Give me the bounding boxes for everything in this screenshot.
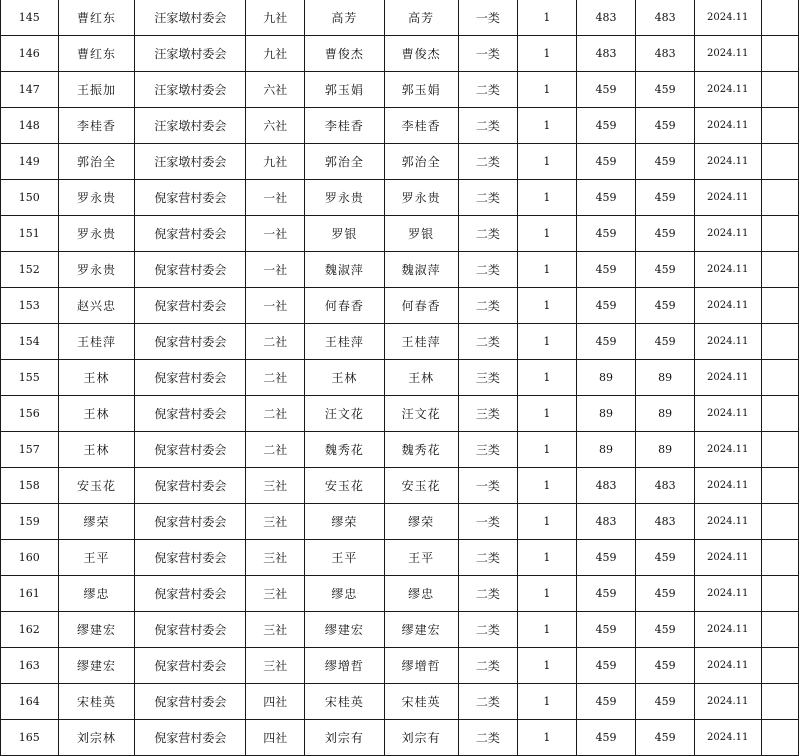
period-cell: 2024.11	[694, 72, 761, 108]
group-cell: 四社	[246, 684, 305, 720]
category-cell: 二类	[458, 252, 518, 288]
period-cell: 2024.11	[694, 144, 761, 180]
count-cell: 1	[518, 540, 577, 576]
period-cell: 2024.11	[694, 180, 761, 216]
payment-amount-cell: 459	[636, 288, 695, 324]
category-cell: 一类	[458, 468, 518, 504]
payment-amount-cell: 459	[636, 684, 695, 720]
payment-amount-cell: 459	[636, 540, 695, 576]
group-cell: 一社	[246, 288, 305, 324]
standard-amount-cell: 89	[576, 432, 636, 468]
village-committee-cell: 倪家营村委会	[135, 468, 246, 504]
applicant-cell: 郭治全	[58, 144, 135, 180]
remark-cell	[761, 432, 798, 468]
serial-number-cell: 161	[1, 576, 59, 612]
table-body	[1, 0, 799, 756]
serial-number-cell: 155	[1, 360, 59, 396]
village-committee-cell: 倪家营村委会	[135, 216, 246, 252]
payment-amount-cell: 459	[636, 648, 695, 684]
table-row	[1, 468, 799, 504]
category-cell: 二类	[458, 324, 518, 360]
applicant-cell: 宋桂英	[58, 684, 135, 720]
category-cell: 二类	[458, 216, 518, 252]
recipient-cell: 高芳	[384, 0, 458, 36]
serial-number-cell: 160	[1, 540, 59, 576]
remark-cell	[761, 0, 798, 36]
group-cell: 三社	[246, 576, 305, 612]
serial-number-cell: 157	[1, 432, 59, 468]
village-committee-cell: 倪家营村委会	[135, 612, 246, 648]
payment-amount-cell: 459	[636, 180, 695, 216]
serial-number-cell: 148	[1, 108, 59, 144]
recipient-cell: 郭玉娟	[384, 72, 458, 108]
group-cell: 四社	[246, 720, 305, 756]
category-cell: 二类	[458, 612, 518, 648]
count-cell: 1	[518, 144, 577, 180]
standard-amount-cell: 483	[576, 468, 636, 504]
count-cell: 1	[518, 0, 577, 36]
period-cell: 2024.11	[694, 504, 761, 540]
recipient-cell: 安玉花	[384, 468, 458, 504]
standard-amount-cell: 459	[576, 540, 636, 576]
period-cell: 2024.11	[694, 720, 761, 756]
period-cell: 2024.11	[694, 576, 761, 612]
payment-amount-cell: 459	[636, 720, 695, 756]
beneficiary-cell: 汪文花	[305, 396, 385, 432]
standard-amount-cell: 459	[576, 144, 636, 180]
beneficiary-cell: 王桂萍	[305, 324, 385, 360]
remark-cell	[761, 612, 798, 648]
category-cell: 二类	[458, 720, 518, 756]
payment-amount-cell: 89	[636, 432, 695, 468]
village-committee-cell: 倪家营村委会	[135, 324, 246, 360]
table-row	[1, 396, 799, 432]
serial-number-cell: 151	[1, 216, 59, 252]
remark-cell	[761, 252, 798, 288]
category-cell: 三类	[458, 432, 518, 468]
applicant-cell: 罗永贵	[58, 180, 135, 216]
beneficiary-cell: 缪增哲	[305, 648, 385, 684]
beneficiary-cell: 安玉花	[305, 468, 385, 504]
applicant-cell: 赵兴忠	[58, 288, 135, 324]
period-cell: 2024.11	[694, 360, 761, 396]
village-committee-cell: 倪家营村委会	[135, 684, 246, 720]
beneficiary-cell: 罗永贵	[305, 180, 385, 216]
standard-amount-cell: 459	[576, 108, 636, 144]
beneficiary-cell: 罗银	[305, 216, 385, 252]
serial-number-cell: 159	[1, 504, 59, 540]
remark-cell	[761, 108, 798, 144]
beneficiary-cell: 郭玉娟	[305, 72, 385, 108]
payment-amount-cell: 89	[636, 396, 695, 432]
group-cell: 九社	[246, 0, 305, 36]
serial-number-cell: 145	[1, 0, 59, 36]
remark-cell	[761, 504, 798, 540]
period-cell: 2024.11	[694, 252, 761, 288]
recipient-cell: 罗永贵	[384, 180, 458, 216]
category-cell: 三类	[458, 360, 518, 396]
group-cell: 六社	[246, 72, 305, 108]
period-cell: 2024.11	[694, 36, 761, 72]
standard-amount-cell: 459	[576, 612, 636, 648]
village-committee-cell: 倪家营村委会	[135, 576, 246, 612]
payment-amount-cell: 459	[636, 108, 695, 144]
beneficiary-cell: 王林	[305, 360, 385, 396]
category-cell: 二类	[458, 180, 518, 216]
recipient-cell: 缪建宏	[384, 612, 458, 648]
period-cell: 2024.11	[694, 396, 761, 432]
payment-amount-cell: 459	[636, 216, 695, 252]
recipient-cell: 王桂萍	[384, 324, 458, 360]
standard-amount-cell: 459	[576, 72, 636, 108]
table-row	[1, 504, 799, 540]
group-cell: 三社	[246, 612, 305, 648]
payment-amount-cell: 483	[636, 36, 695, 72]
village-committee-cell: 倪家营村委会	[135, 360, 246, 396]
count-cell: 1	[518, 468, 577, 504]
standard-amount-cell: 459	[576, 216, 636, 252]
applicant-cell: 罗永贵	[58, 216, 135, 252]
beneficiary-cell: 魏秀花	[305, 432, 385, 468]
table-row	[1, 180, 799, 216]
table-row	[1, 36, 799, 72]
count-cell: 1	[518, 72, 577, 108]
applicant-cell: 王振加	[58, 72, 135, 108]
payment-amount-cell: 459	[636, 612, 695, 648]
group-cell: 一社	[246, 252, 305, 288]
remark-cell	[761, 72, 798, 108]
standard-amount-cell: 459	[576, 648, 636, 684]
beneficiary-cell: 魏淑萍	[305, 252, 385, 288]
applicant-cell: 王林	[58, 432, 135, 468]
category-cell: 三类	[458, 396, 518, 432]
village-committee-cell: 汪家墩村委会	[135, 144, 246, 180]
remark-cell	[761, 720, 798, 756]
recipient-cell: 何春香	[384, 288, 458, 324]
period-cell: 2024.11	[694, 540, 761, 576]
village-committee-cell: 倪家营村委会	[135, 180, 246, 216]
applicant-cell: 曹红东	[58, 0, 135, 36]
recipient-cell: 魏秀花	[384, 432, 458, 468]
table-row	[1, 576, 799, 612]
serial-number-cell: 154	[1, 324, 59, 360]
standard-amount-cell: 89	[576, 396, 636, 432]
payment-amount-cell: 483	[636, 0, 695, 36]
applicant-cell: 王平	[58, 540, 135, 576]
category-cell: 一类	[458, 36, 518, 72]
standard-amount-cell: 459	[576, 720, 636, 756]
beneficiary-cell: 高芳	[305, 0, 385, 36]
village-committee-cell: 倪家营村委会	[135, 432, 246, 468]
category-cell: 一类	[458, 504, 518, 540]
recipient-cell: 王平	[384, 540, 458, 576]
village-committee-cell: 倪家营村委会	[135, 252, 246, 288]
village-committee-cell: 汪家墩村委会	[135, 108, 246, 144]
remark-cell	[761, 468, 798, 504]
table-row	[1, 324, 799, 360]
count-cell: 1	[518, 180, 577, 216]
count-cell: 1	[518, 396, 577, 432]
table-row	[1, 540, 799, 576]
period-cell: 2024.11	[694, 684, 761, 720]
serial-number-cell: 165	[1, 720, 59, 756]
period-cell: 2024.11	[694, 0, 761, 36]
remark-cell	[761, 540, 798, 576]
serial-number-cell: 162	[1, 612, 59, 648]
village-committee-cell: 汪家墩村委会	[135, 72, 246, 108]
payment-amount-cell: 89	[636, 360, 695, 396]
recipient-cell: 罗银	[384, 216, 458, 252]
serial-number-cell: 147	[1, 72, 59, 108]
count-cell: 1	[518, 324, 577, 360]
payment-amount-cell: 483	[636, 504, 695, 540]
period-cell: 2024.11	[694, 432, 761, 468]
group-cell: 一社	[246, 180, 305, 216]
count-cell: 1	[518, 720, 577, 756]
standard-amount-cell: 459	[576, 324, 636, 360]
group-cell: 六社	[246, 108, 305, 144]
table-row	[1, 720, 799, 756]
recipient-cell: 曹俊杰	[384, 36, 458, 72]
serial-number-cell: 153	[1, 288, 59, 324]
village-committee-cell: 倪家营村委会	[135, 396, 246, 432]
recipient-cell: 缪忠	[384, 576, 458, 612]
standard-amount-cell: 459	[576, 252, 636, 288]
category-cell: 二类	[458, 684, 518, 720]
count-cell: 1	[518, 576, 577, 612]
beneficiary-cell: 何春香	[305, 288, 385, 324]
count-cell: 1	[518, 360, 577, 396]
serial-number-cell: 164	[1, 684, 59, 720]
table-row	[1, 612, 799, 648]
standard-amount-cell: 459	[576, 288, 636, 324]
remark-cell	[761, 288, 798, 324]
period-cell: 2024.11	[694, 612, 761, 648]
applicant-cell: 王林	[58, 360, 135, 396]
recipient-cell: 郭治全	[384, 144, 458, 180]
count-cell: 1	[518, 216, 577, 252]
table-row	[1, 648, 799, 684]
category-cell: 二类	[458, 648, 518, 684]
remark-cell	[761, 216, 798, 252]
recipient-cell: 缪增哲	[384, 648, 458, 684]
category-cell: 二类	[458, 108, 518, 144]
standard-amount-cell: 483	[576, 0, 636, 36]
applicant-cell: 王桂萍	[58, 324, 135, 360]
beneficiary-cell: 缪荣	[305, 504, 385, 540]
count-cell: 1	[518, 648, 577, 684]
period-cell: 2024.11	[694, 324, 761, 360]
village-committee-cell: 汪家墩村委会	[135, 0, 246, 36]
table-row	[1, 108, 799, 144]
category-cell: 二类	[458, 540, 518, 576]
standard-amount-cell: 483	[576, 504, 636, 540]
payment-amount-cell: 459	[636, 576, 695, 612]
group-cell: 二社	[246, 432, 305, 468]
serial-number-cell: 152	[1, 252, 59, 288]
group-cell: 九社	[246, 36, 305, 72]
standard-amount-cell: 459	[576, 576, 636, 612]
applicant-cell: 李桂香	[58, 108, 135, 144]
applicant-cell: 罗永贵	[58, 252, 135, 288]
category-cell: 二类	[458, 576, 518, 612]
applicant-cell: 刘宗林	[58, 720, 135, 756]
recipient-cell: 汪文花	[384, 396, 458, 432]
village-committee-cell: 倪家营村委会	[135, 720, 246, 756]
remark-cell	[761, 648, 798, 684]
count-cell: 1	[518, 36, 577, 72]
serial-number-cell: 150	[1, 180, 59, 216]
group-cell: 二社	[246, 324, 305, 360]
group-cell: 三社	[246, 540, 305, 576]
serial-number-cell: 158	[1, 468, 59, 504]
remark-cell	[761, 180, 798, 216]
applicant-cell: 曹红东	[58, 36, 135, 72]
group-cell: 九社	[246, 144, 305, 180]
table-row	[1, 144, 799, 180]
standard-amount-cell: 483	[576, 36, 636, 72]
payment-amount-cell: 459	[636, 324, 695, 360]
group-cell: 二社	[246, 360, 305, 396]
serial-number-cell: 163	[1, 648, 59, 684]
table-row	[1, 360, 799, 396]
applicant-cell: 安玉花	[58, 468, 135, 504]
remark-cell	[761, 684, 798, 720]
serial-number-cell: 149	[1, 144, 59, 180]
payment-amount-cell: 459	[636, 72, 695, 108]
recipient-cell: 魏淑萍	[384, 252, 458, 288]
beneficiary-cell: 李桂香	[305, 108, 385, 144]
table-row	[1, 684, 799, 720]
applicant-cell: 缪荣	[58, 504, 135, 540]
beneficiary-cell: 刘宗有	[305, 720, 385, 756]
category-cell: 二类	[458, 144, 518, 180]
period-cell: 2024.11	[694, 468, 761, 504]
count-cell: 1	[518, 108, 577, 144]
count-cell: 1	[518, 504, 577, 540]
village-committee-cell: 倪家营村委会	[135, 288, 246, 324]
applicant-cell: 王林	[58, 396, 135, 432]
standard-amount-cell: 89	[576, 360, 636, 396]
group-cell: 三社	[246, 504, 305, 540]
remark-cell	[761, 36, 798, 72]
table-row	[1, 432, 799, 468]
beneficiary-cell: 王平	[305, 540, 385, 576]
village-committee-cell: 倪家营村委会	[135, 540, 246, 576]
applicant-cell: 缪建宏	[58, 612, 135, 648]
remark-cell	[761, 396, 798, 432]
remark-cell	[761, 360, 798, 396]
beneficiary-cell: 曹俊杰	[305, 36, 385, 72]
table-row	[1, 252, 799, 288]
table-row	[1, 216, 799, 252]
beneficiary-cell: 宋桂英	[305, 684, 385, 720]
village-committee-cell: 倪家营村委会	[135, 648, 246, 684]
remark-cell	[761, 144, 798, 180]
count-cell: 1	[518, 288, 577, 324]
remark-cell	[761, 576, 798, 612]
beneficiary-cell: 缪忠	[305, 576, 385, 612]
period-cell: 2024.11	[694, 216, 761, 252]
standard-amount-cell: 459	[576, 180, 636, 216]
recipient-cell: 宋桂英	[384, 684, 458, 720]
serial-number-cell: 156	[1, 396, 59, 432]
group-cell: 二社	[246, 396, 305, 432]
recipient-cell: 李桂香	[384, 108, 458, 144]
group-cell: 三社	[246, 468, 305, 504]
count-cell: 1	[518, 684, 577, 720]
table-row	[1, 72, 799, 108]
village-committee-cell: 汪家墩村委会	[135, 36, 246, 72]
category-cell: 一类	[458, 0, 518, 36]
table-row	[1, 0, 799, 36]
table-row	[1, 288, 799, 324]
payment-amount-cell: 459	[636, 252, 695, 288]
count-cell: 1	[518, 252, 577, 288]
recipient-cell: 刘宗有	[384, 720, 458, 756]
applicant-cell: 缪忠	[58, 576, 135, 612]
group-cell: 一社	[246, 216, 305, 252]
remark-cell	[761, 324, 798, 360]
village-committee-cell: 倪家营村委会	[135, 504, 246, 540]
applicant-cell: 缪建宏	[58, 648, 135, 684]
payment-amount-cell: 459	[636, 144, 695, 180]
recipient-cell: 缪荣	[384, 504, 458, 540]
period-cell: 2024.11	[694, 648, 761, 684]
count-cell: 1	[518, 432, 577, 468]
beneficiary-cell: 郭治全	[305, 144, 385, 180]
category-cell: 二类	[458, 72, 518, 108]
count-cell: 1	[518, 612, 577, 648]
serial-number-cell: 146	[1, 36, 59, 72]
category-cell: 二类	[458, 288, 518, 324]
period-cell: 2024.11	[694, 108, 761, 144]
payment-amount-cell: 483	[636, 468, 695, 504]
standard-amount-cell: 459	[576, 684, 636, 720]
group-cell: 三社	[246, 648, 305, 684]
period-cell: 2024.11	[694, 288, 761, 324]
beneficiary-cell: 缪建宏	[305, 612, 385, 648]
recipient-cell: 王林	[384, 360, 458, 396]
